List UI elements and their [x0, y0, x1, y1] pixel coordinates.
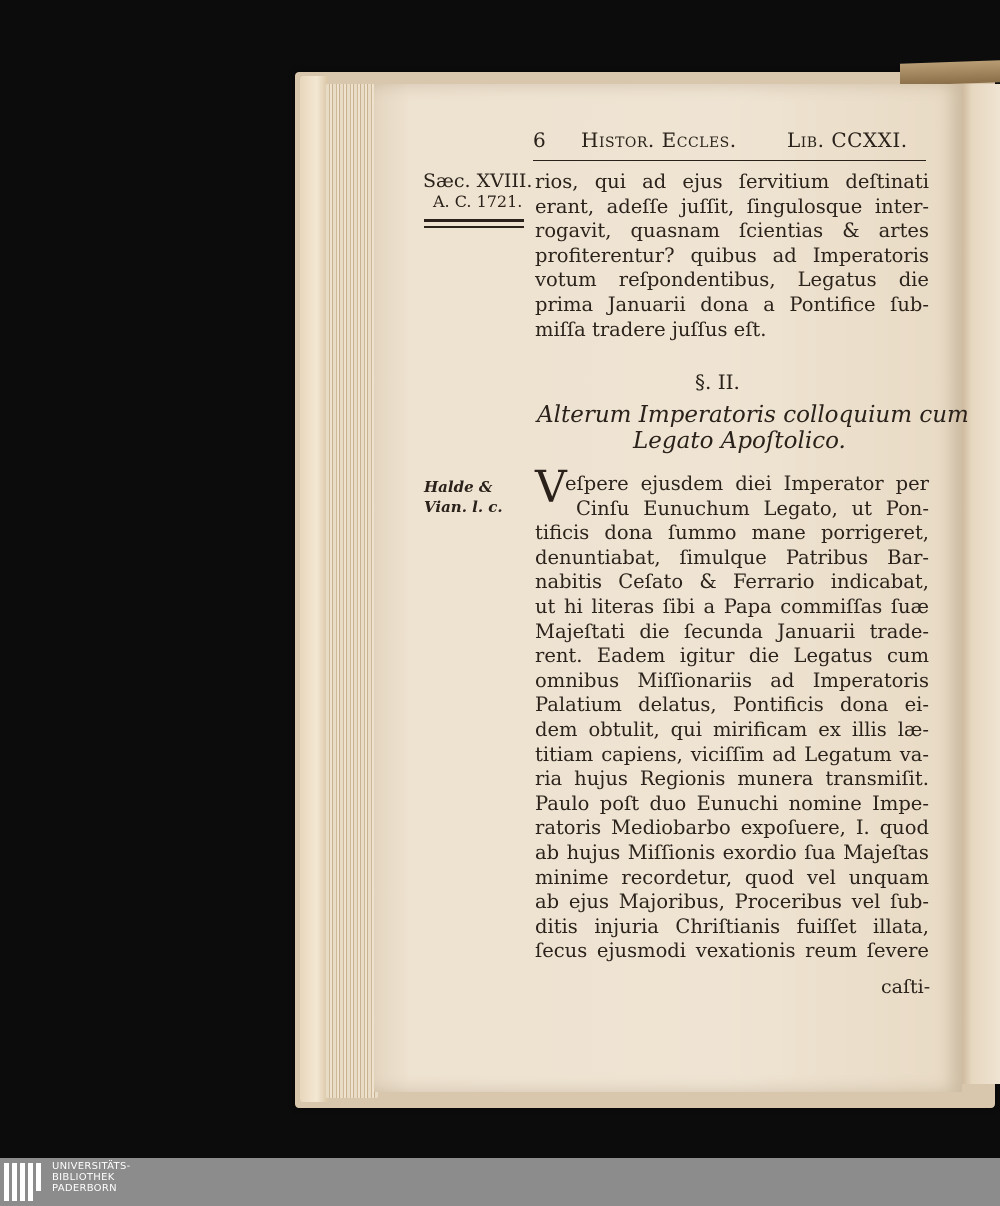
- text-line: ab ejus Majoribus, Proceribus vel ſub-: [535, 890, 929, 914]
- text-line: Paulo poſt duo Eunuchi nomine Impe-: [535, 791, 929, 815]
- text-line: eſpere ejusdem diei Imperator per: [565, 472, 929, 495]
- text-line: ditis injuria Chriſtianis fuiſſet illata,: [535, 914, 929, 938]
- text-line: rent. Eadem igitur die Legatus cum: [535, 644, 929, 668]
- margin-source-author: Halde &: [424, 478, 493, 496]
- book-number: Lib. CCXXI.: [787, 128, 908, 152]
- section-title-line1: Alterum Imperatoris colloquium cum: [537, 402, 969, 428]
- margin-source-ref: Vian. l. c.: [424, 498, 503, 516]
- cover-edge: [300, 76, 328, 1102]
- running-header: [533, 128, 926, 162]
- text-line: titiam capiens, viciſſim ad Legatum va-: [535, 742, 929, 766]
- book-spine: [900, 60, 1000, 85]
- text-line: tificis dona ſummo mane porrigeret,: [535, 521, 929, 545]
- text-line: Cinſu Eunuchum Legato, ut Pon-: [576, 496, 929, 520]
- text-line: ria hujus Regionis munera transmiſit.: [535, 767, 929, 791]
- text-line: ratoris Mediobarbo expoſuere, I. quod: [535, 816, 929, 840]
- text-line: votum reſpondentibus, Legatus die: [535, 268, 929, 292]
- running-title: Histor. Eccles.: [581, 128, 737, 152]
- text-line: minime recordetur, quod vel unquam: [535, 865, 929, 889]
- text-line: miſſa tradere juſſus eſt.: [535, 317, 767, 341]
- text-line: rogavit, quasnam ſcientias & artes: [535, 219, 929, 243]
- library-name-line2: BIBLIOTHEK: [52, 1172, 115, 1183]
- margin-saeculum: Sæc. XVIII.: [423, 170, 533, 192]
- text-line: erant, adeſſe juſſit, ſingulosque inter-: [535, 194, 929, 218]
- header-rule: [533, 160, 926, 161]
- page-number: 6: [533, 128, 547, 152]
- text-line: ſecus ejusmodi vexationis reum ſevere: [535, 939, 929, 963]
- catchword: caſti-: [881, 976, 931, 998]
- facing-page: [960, 84, 1000, 1084]
- drop-cap: V: [535, 462, 567, 513]
- margin-rule-bottom: [424, 226, 524, 228]
- text-line: prima Januarii dona a Pontifice ſub-: [535, 293, 929, 316]
- text-line: dem obtulit, qui mirificam ex illis læ-: [535, 717, 929, 741]
- text-line: omnibus Miſſionariis ad Imperatoris: [535, 668, 929, 692]
- section-title-line2: Legato Apoſtolico.: [633, 428, 846, 454]
- library-name-line3: PADERBORN: [52, 1183, 117, 1194]
- text-line: denuntiabat, ſimulque Patribus Bar-: [535, 545, 929, 569]
- library-logo-icon: [2, 1159, 44, 1205]
- section-number: §. II.: [695, 370, 740, 394]
- text-line: rios, qui ad ejus ſervitium deſtinati: [535, 170, 929, 193]
- text-line: Palatium delatus, Pontificis dona ei-: [535, 693, 929, 717]
- library-name-line1: UNIVERSITÄTS-: [52, 1161, 131, 1172]
- text-line: profiterentur? quibus ad Imperatoris: [535, 243, 929, 267]
- margin-year: A. C. 1721.: [433, 192, 523, 211]
- text-line: ab hujus Miſſionis exordio ſua Majeſtas: [535, 840, 929, 864]
- page-edges: [326, 84, 378, 1098]
- text-line: ut hi literas ſibi a Papa commiſſas ſuæ: [535, 594, 929, 618]
- library-footer: [0, 1158, 1000, 1206]
- margin-rule-top: [424, 219, 524, 222]
- text-line: nabitis Ceſato & Ferrario indicabat,: [535, 570, 929, 594]
- text-line: Majeſtati die ſecunda Januarii trade-: [535, 619, 929, 643]
